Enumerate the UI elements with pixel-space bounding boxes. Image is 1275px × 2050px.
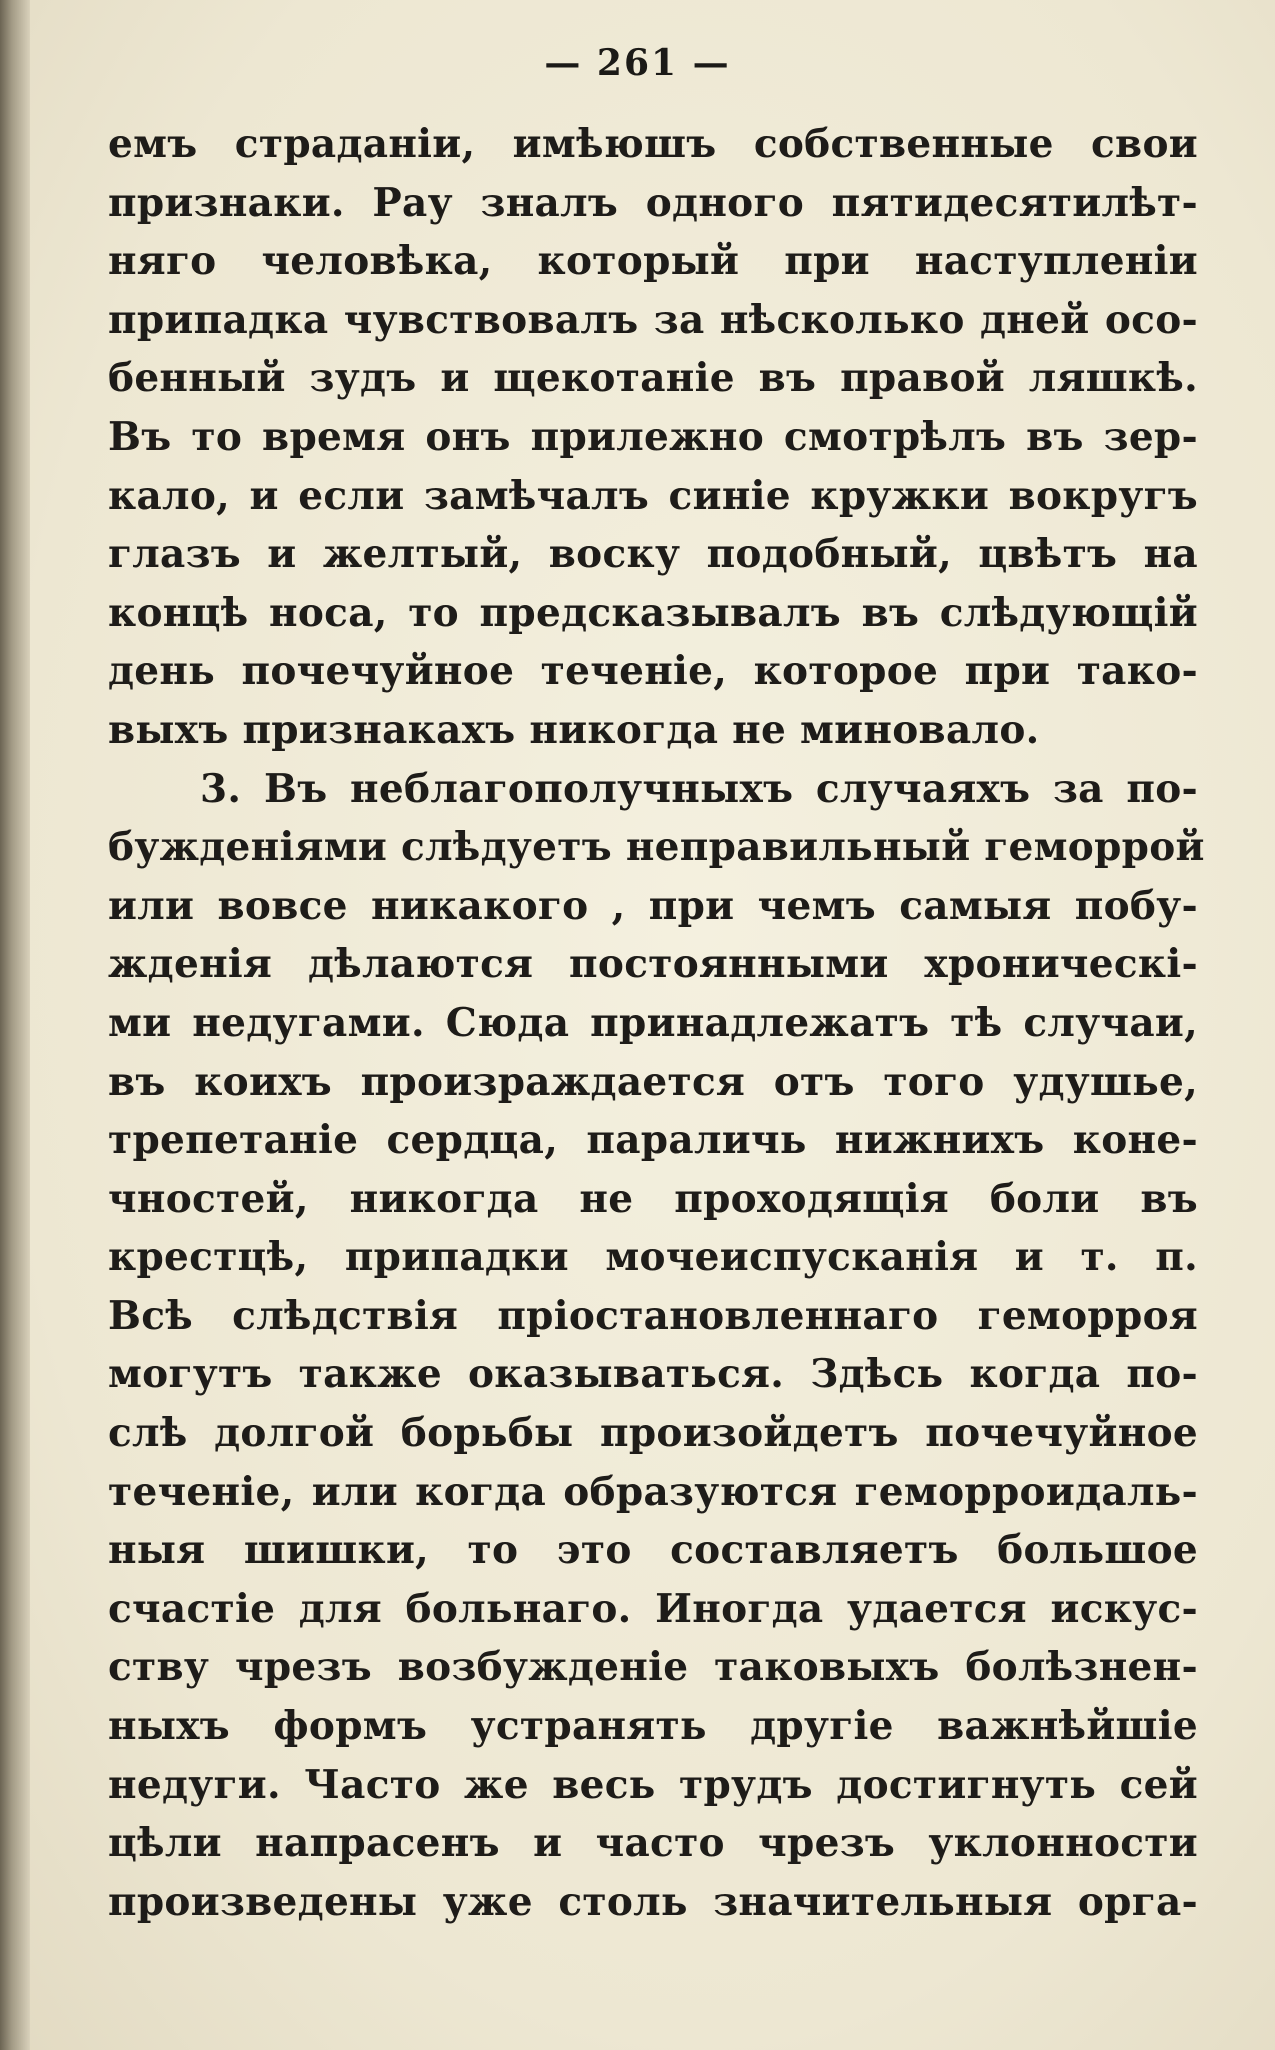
body-text <box>108 115 1205 1931</box>
text-line: трепетаніе сердца, параличь нижнихъ коне- <box>108 1117 1198 1164</box>
text-line: ныхъ формъ устранять другіе важнѣйшіе <box>108 1703 1198 1750</box>
text-line: концѣ носа, то предсказывалъ въ слѣдующій <box>108 589 1198 636</box>
page-number: — 261 — <box>544 42 731 84</box>
text-line: цѣли напрасенъ и часто чрезъ уклонности <box>108 1820 1198 1867</box>
text-line: слѣ долгой борьбы произойдетъ почечуйное <box>108 1410 1198 1457</box>
text-line: счастіе для больнаго. Иногда удается искус- <box>108 1585 1198 1632</box>
text-line: теченіе, или когда образуются геморроидаль- <box>108 1468 1198 1515</box>
text-line: крестцѣ, припадки мочеиспусканія и т. п. <box>108 1234 1198 1281</box>
text-line: въ коихъ произраждается отъ того удушье, <box>108 1058 1198 1105</box>
text-line: произведены уже столь значительныя орга- <box>108 1878 1198 1925</box>
text-line: бужденіями слѣдуетъ неправильный геморрой <box>108 824 1205 871</box>
text-line: признаки. Рау зналъ одного пятидесятилѣт- <box>108 179 1198 226</box>
text-line: няго человѣка, который при наступленіи <box>108 238 1198 285</box>
text-line: глазъ и желтый, воску подобный, цвѣтъ на <box>108 531 1198 578</box>
text-line: чностей, никогда не проходящія боли въ <box>108 1175 1198 1222</box>
text-line: ныя шишки, то это составляетъ большое <box>108 1527 1198 1574</box>
text-line: недуги. Часто же весь трудъ достигнуть сей <box>108 1761 1198 1808</box>
text-line: Въ то время онъ прилежно смотрѣлъ въ зер- <box>108 413 1198 460</box>
page-spine-shadow <box>0 0 30 2050</box>
text-line: день почечуйное теченіе, которое при тако- <box>108 648 1198 695</box>
text-line: ству чрезъ возбужденіе таковыхъ болѣзнен- <box>108 1644 1198 1691</box>
text-line: выхъ признакахъ никогда не миновало. <box>108 706 1040 753</box>
text-line: или вовсе никакого , при чемъ самыя побу- <box>108 882 1198 929</box>
text-line: кало, и если замѣчалъ синіе кружки вокругъ <box>108 472 1198 519</box>
text-line: ми недугами. Сюда принадлежатъ тѣ случаи, <box>108 999 1198 1046</box>
paragraph-start-line: 3. Въ неблагополучныхъ случаяхъ за по- <box>200 765 1198 812</box>
text-line: жденія дѣлаются постоянными хроническі- <box>108 941 1198 988</box>
text-line: емъ страданіи, имѣюшъ собственные свои <box>108 121 1198 167</box>
text-line: могутъ также оказываться. Здѣсь когда по- <box>108 1351 1198 1398</box>
text-line: Всѣ слѣдствія пріостановленнаго геморроя <box>108 1292 1198 1339</box>
text-line: бенный зудъ и щекотаніе въ правой ляшкѣ. <box>108 355 1198 402</box>
text-line: припадка чувствовалъ за нѣсколько дней осо- <box>108 296 1198 343</box>
